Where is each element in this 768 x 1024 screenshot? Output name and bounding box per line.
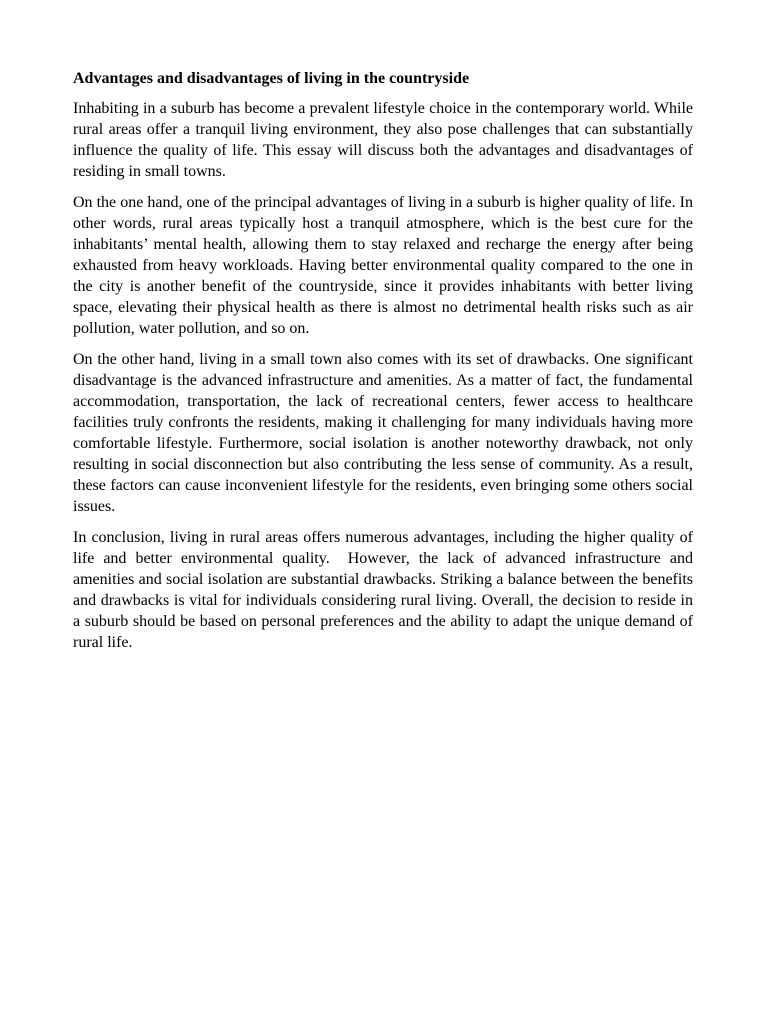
essay-paragraph-conclusion: In conclusion, living in rural areas offers numerous advantages, including the higher quality of life and better environmental quality. However, the lack of advanced infrastructure and amenities and social isolation are substantial drawbacks. Striking a balance between the benefits and drawbacks is vital for individuals considering rural living. Overall, the decision to reside in a suburb should be based on personal preferences and the ability to adapt the unique demand of rural life. xyxy=(73,529,697,651)
document-page xyxy=(73,68,697,663)
essay-paragraph-introduction: Inhabiting in a suburb has become a prevalent lifestyle choice in the contemporary world. While rural areas offer a tranquil living environment, they also pose challenges that can substantially influence the quality of life. This essay will discuss both the advantages and disadvantages of residing in small towns. xyxy=(73,100,697,180)
essay-title: Advantages and disadvantages of living in the countryside xyxy=(73,70,470,87)
essay-paragraph-disadvantages: On the other hand, living in a small town also comes with its set of drawbacks. One significant disadvantage is the advanced infrastructure and amenities. As a matter of fact, the fundamental accommodation, transportation, the lack of recreational centers, fewer access to healthcare facilities truly confronts the residents, making it challenging for many individuals having more comfortable lifestyle. Furthermore, social isolation is another noteworthy drawback, not only resulting in social disconnection but also contributing the less sense of community. As a result, these factors can cause inconvenient lifestyle for the residents, even bringing some others social issues. xyxy=(73,351,697,515)
essay-paragraph-advantages: On the one hand, one of the principal advantages of living in a suburb is higher quality of life. In other words, rural areas typically host a tranquil atmosphere, which is the best cure for the inhabitants’ mental health, allowing them to stay relaxed and recharge the energy after being exhausted from heavy workloads. Having better environmental quality compared to the one in the city is another benefit of the countryside, since it provides inhabitants with better living space, elevating their physical health as there is almost no detrimental health risks such as air pollution, water pollution, and so on. xyxy=(73,194,697,337)
